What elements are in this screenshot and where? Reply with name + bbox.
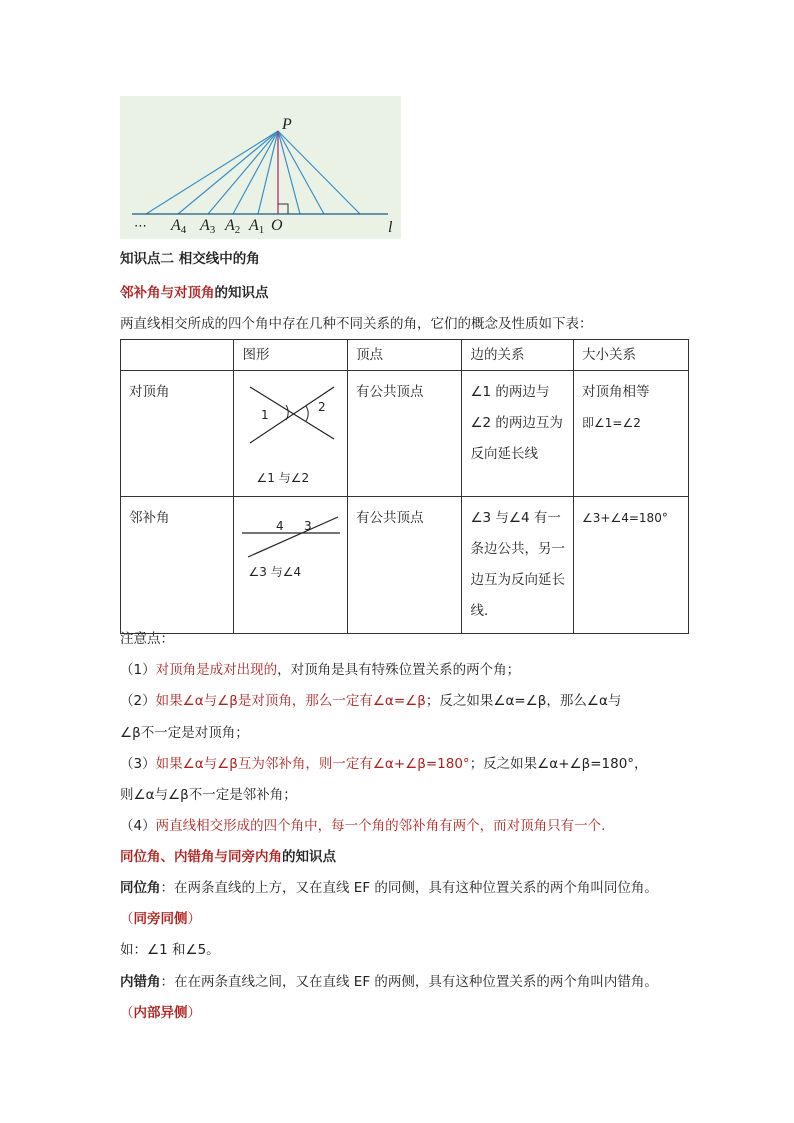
row2-name: 邻补角 — [121, 497, 234, 634]
row1-vertex: 有公共顶点 — [347, 371, 461, 497]
subsection-title-2-red: 同位角、内错角与同旁内角 — [120, 849, 282, 865]
row2-figure-caption: ∠3 与∠4 — [248, 565, 302, 579]
tongwei-example: 如：∠1 和∠5。 — [120, 942, 220, 958]
angle-table — [120, 339, 689, 634]
row1-figure-caption: ∠1 与∠2 — [256, 471, 310, 485]
subsection-title-2-black: 的知识点 — [282, 849, 336, 865]
label-a4: A4 — [171, 217, 187, 236]
label-a1: A1 — [249, 217, 265, 236]
row1-size-line1: 对顶角相等 — [582, 384, 650, 400]
note-3-red: 如果∠α与∠β互为邻补角，则一定有∠α+∠β=180° — [155, 756, 470, 772]
header-cell-figure: 图形 — [234, 340, 347, 371]
subsection-title-1 — [120, 283, 269, 303]
header-cell-vertex: 顶点 — [347, 340, 461, 371]
note-1-red: 对顶角是成对出现的 — [155, 662, 278, 678]
vertical-angles-diagram — [234, 375, 347, 475]
tongwei-tip-text: 同旁同侧 — [133, 911, 188, 927]
row1-name: 对顶角 — [121, 371, 234, 497]
row2-sides: ∠3 与∠4 有一条边公共，另一边互为反向延长线. — [462, 497, 574, 634]
neicuo-tip-text: 内部异侧 — [133, 1005, 188, 1021]
neicuo-definition: 内错角：在在两条直线之间，又在直线 EF 的两侧，具有这种位置关系的两个角叫内错角。 — [120, 974, 658, 990]
tongwei-term: 同位角 — [120, 880, 161, 896]
subsection-title-2 — [120, 847, 336, 867]
header-cell-size: 大小关系 — [574, 340, 689, 371]
intro-text: 两直线相交所成的四个角中存在几种不同关系的角，它们的概念及性质如下表： — [120, 316, 593, 332]
section-title: 知识点二 相交线中的角 — [120, 251, 260, 267]
table-row — [121, 497, 689, 634]
angle-label-1: 1 — [261, 408, 270, 422]
angle-label-4: 4 — [276, 519, 285, 533]
note-3-cont: 则∠α与∠β不一定是邻补角； — [120, 787, 297, 803]
note-4-red: 两直线相交形成的四个角中，每一个角的邻补角有两个，而对顶角只有一个. — [155, 818, 606, 834]
row1-size-line2: 即∠1=∠2 — [582, 416, 641, 430]
table-row — [121, 371, 689, 497]
segment-p-a4 — [178, 131, 278, 214]
angle-arc-2 — [306, 406, 308, 421]
note-2: （2）如果∠α与∠β是对顶角，那么一定有∠α=∠β；反之如果∠α=∠β，那么∠α与 — [120, 693, 622, 709]
note-2-cont: ∠β不一定是对顶角； — [120, 725, 249, 741]
segment-p-r2 — [278, 131, 324, 214]
neicuo-term: 内错角 — [120, 974, 161, 990]
note-2-red: 如果∠α与∠β是对顶角，那么一定有∠α=∠β — [155, 693, 426, 709]
notes-title: 注意点： — [120, 631, 174, 647]
note-3: （3）如果∠α与∠β互为邻补角，则一定有∠α+∠β=180°；反之如果∠α+∠β=180°， — [120, 756, 648, 772]
row1-size — [574, 371, 689, 497]
note-1: （1）对顶角是成对出现的，对顶角是具有特殊位置关系的两个角； — [120, 662, 521, 678]
label-l: l — [388, 219, 393, 236]
row1-sides: ∠1 的两边与∠2 的两边互为反向延长线 — [462, 371, 574, 497]
perpendicular-figure — [120, 96, 401, 239]
segment-p-r3 — [278, 131, 360, 214]
row2-figure — [234, 497, 347, 634]
label-ellipsis: ⋯ — [134, 219, 147, 234]
segment-p-a2 — [233, 131, 278, 214]
right-angle-mark — [278, 204, 288, 214]
segment-p-r1 — [278, 131, 300, 214]
subsection-title-1-black: 的知识点 — [214, 285, 269, 301]
adjacent-line-slant — [248, 517, 338, 557]
label-o: O — [271, 217, 283, 234]
angle-label-2: 2 — [318, 400, 327, 414]
row1-figure — [234, 371, 347, 497]
header-cell-sides: 边的关系 — [462, 340, 574, 371]
tongwei-definition: 同位角：在两条直线的上方，又在直线 EF 的同侧，具有这种位置关系的两个角叫同位角。 — [120, 880, 658, 896]
header-cell-empty — [121, 340, 234, 371]
angle-label-3: 3 — [304, 519, 313, 533]
note-4: （4）两直线相交形成的四个角中，每一个角的邻补角有两个，而对顶角只有一个. — [120, 818, 606, 834]
subsection-title-1-red: 邻补角与对顶角 — [120, 285, 215, 301]
segment-p-a-far — [146, 131, 278, 214]
table-header-row — [121, 340, 689, 371]
perpendicular-diagram — [120, 96, 401, 239]
label-a2: A2 — [225, 217, 241, 236]
row2-vertex: 有公共顶点 — [347, 497, 461, 634]
tongwei-tip: （同旁同侧） — [120, 911, 201, 927]
row2-size: ∠3+∠4=180° — [574, 497, 689, 634]
neicuo-tip: （内部异侧） — [120, 1005, 201, 1021]
label-a3: A3 — [200, 217, 216, 236]
label-p: P — [282, 116, 292, 133]
